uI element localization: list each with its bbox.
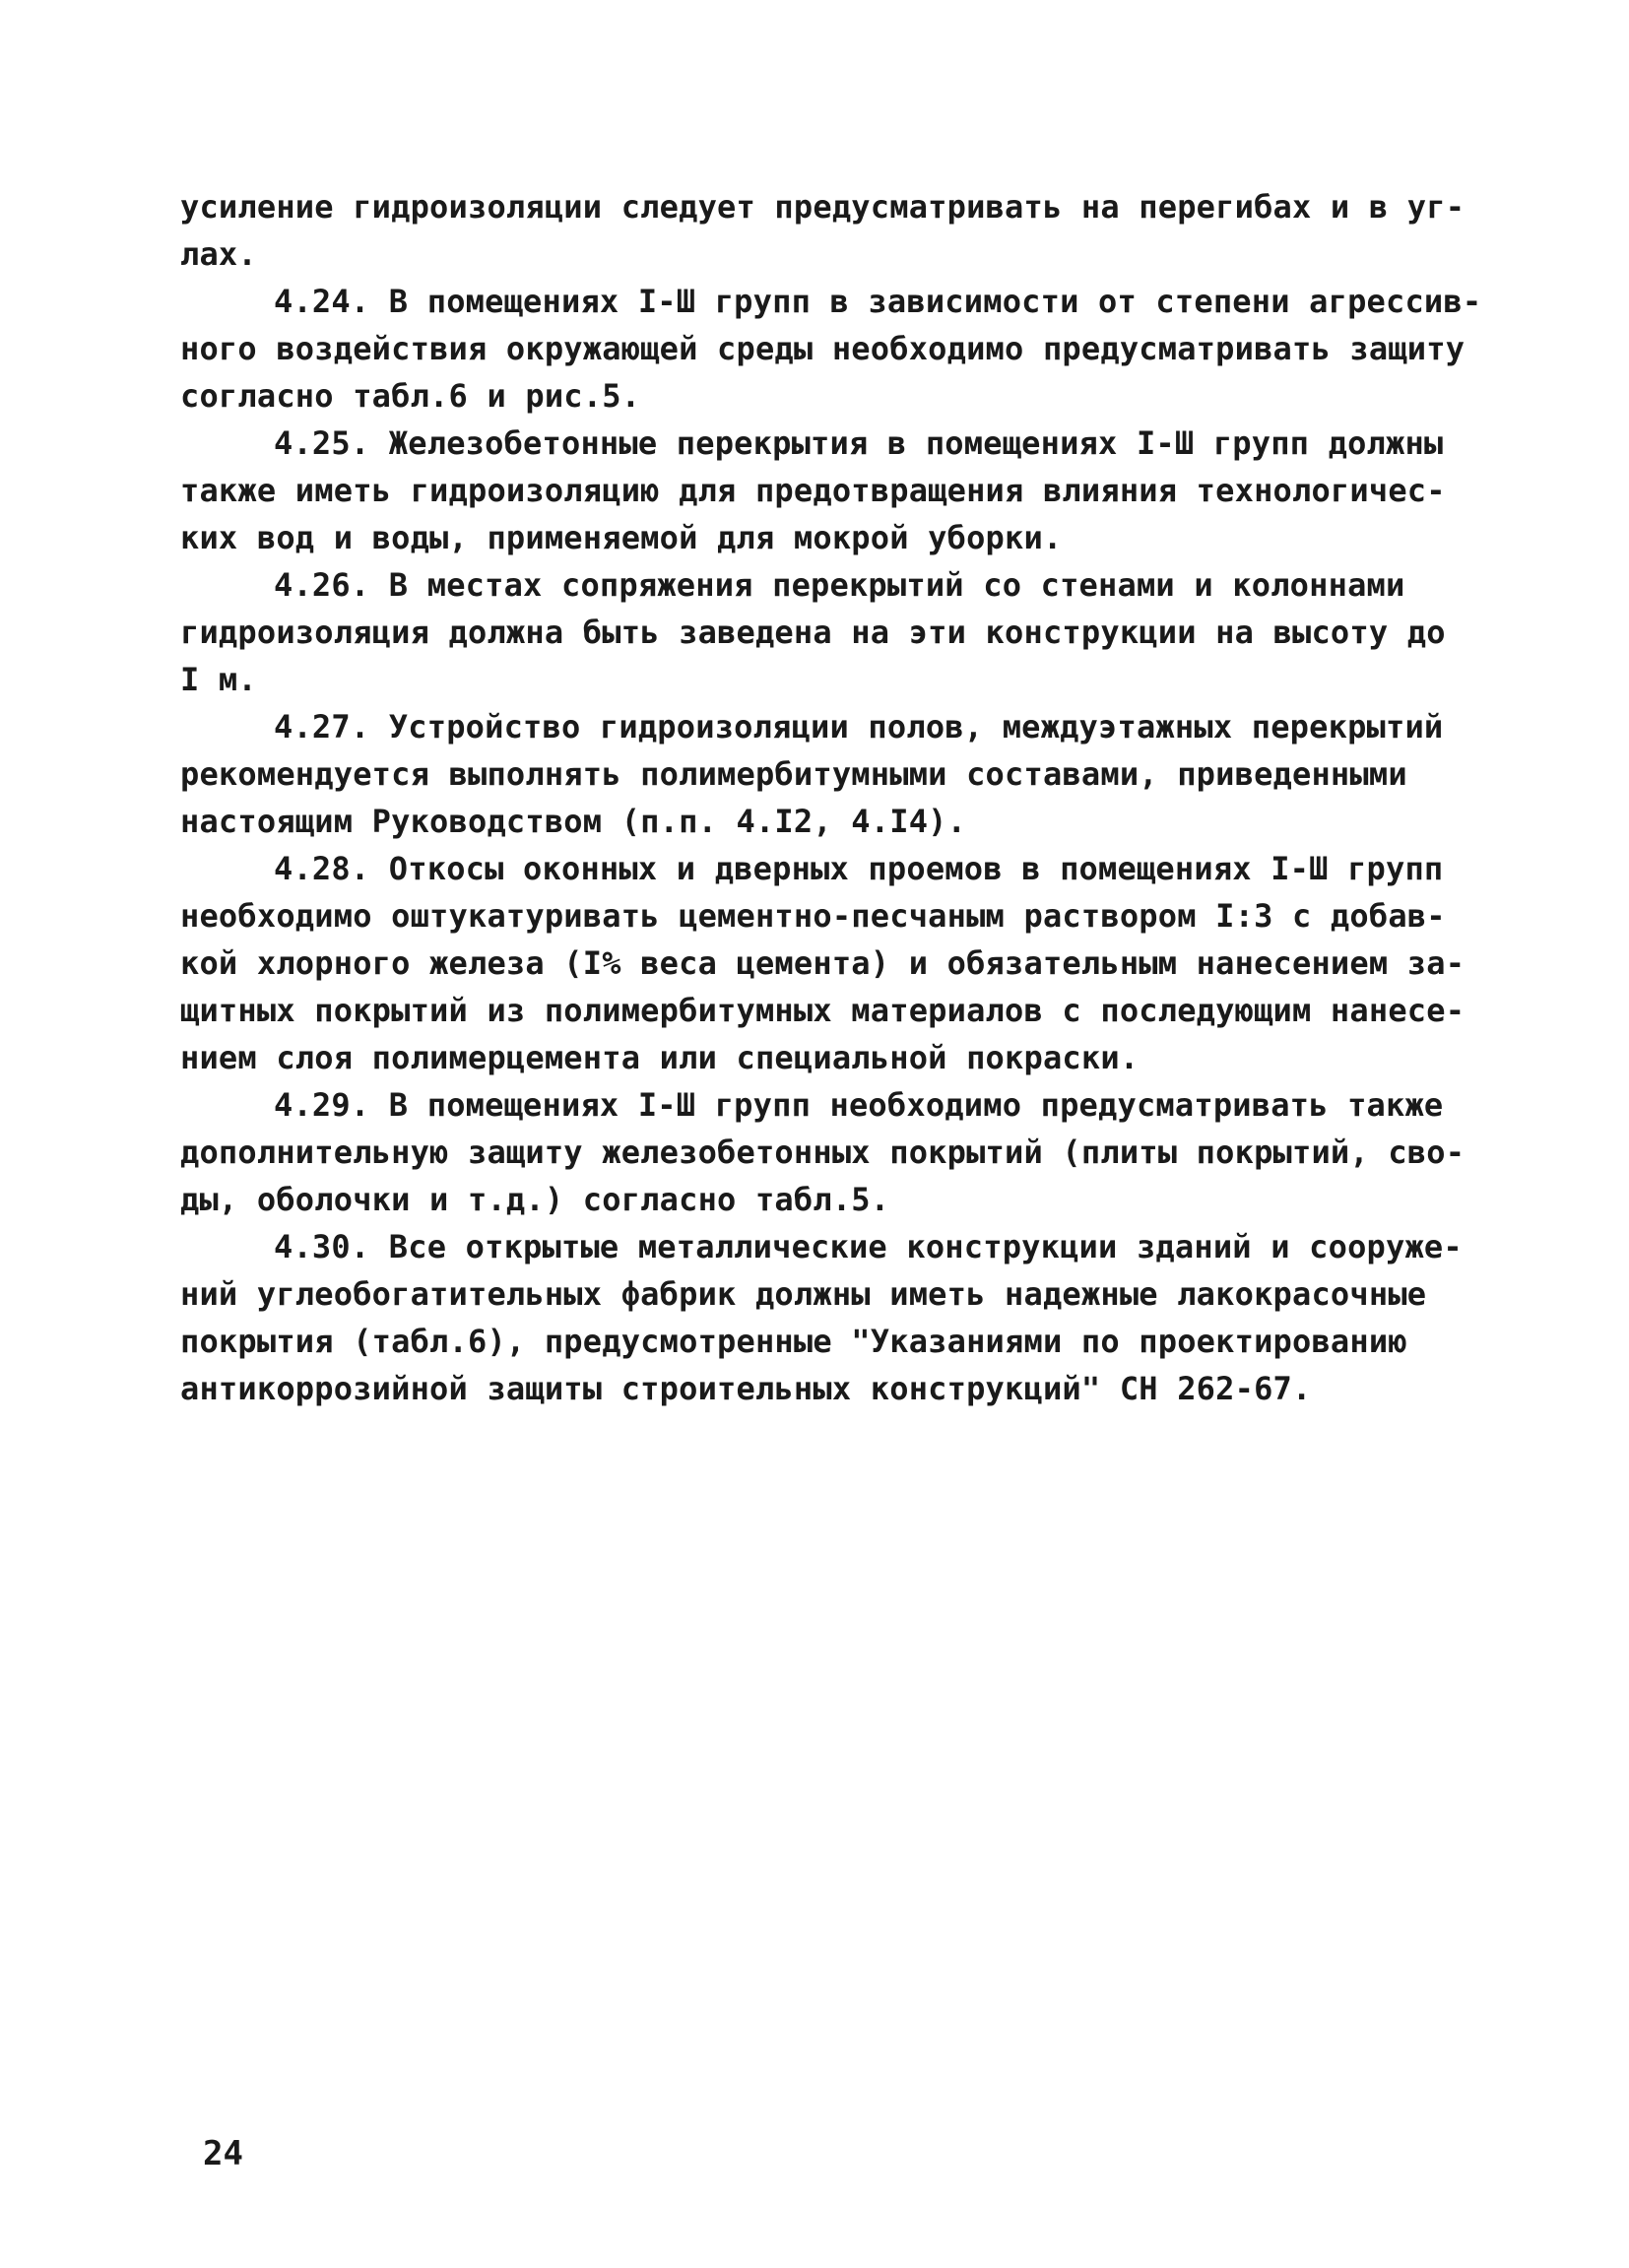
text-line: усиление гидроизоляции следует предусматривать на перегибах и в уг- [180, 188, 1466, 226]
paragraph-4-24-start: 4.24. В помещениях I-Ш групп в зависимости от степени агрессив- [274, 283, 1482, 320]
text-line: также иметь гидроизоляцию для предотвращения влияния технологичес- [180, 472, 1446, 509]
body-text [180, 183, 1482, 1412]
text-line: согласно табл.6 и рис.5. [180, 377, 641, 415]
text-line: нием слоя полимерцемента или специальной покраски. [180, 1039, 1140, 1076]
text-line: I м. [180, 661, 257, 698]
paragraph-4-26-start: 4.26. В местах сопряжения перекрытий со стенами и колоннами [274, 566, 1405, 604]
text-line: лах. [180, 235, 257, 273]
text-line: ды, оболочки и т.д.) согласно табл.5. [180, 1181, 890, 1218]
page-number: 24 [203, 2134, 243, 2173]
text-line: необходимо оштукатуривать цементно-песчаным раствором I:3 с добав- [180, 897, 1446, 935]
text-line: дополнительную защиту железобетонных покрытий (плиты покрытий, сво- [180, 1134, 1466, 1171]
text-line: ний углеобогатительных фабрик должны иметь надежные лакокрасочные [180, 1275, 1427, 1313]
paragraph-4-25-start: 4.25. Железобетонные перекрытия в помещениях I-Ш групп должны [274, 424, 1444, 462]
text-line: щитных покрытий из полимербитумных материалов с последующим нанесе- [180, 992, 1466, 1029]
text-line: настоящим Руководством (п.п. 4.I2, 4.I4). [180, 803, 967, 840]
text-line: гидроизоляция должна быть заведена на эти конструкции на высоту до [180, 614, 1446, 651]
paragraph-4-27-start: 4.27. Устройство гидроизоляции полов, междуэтажных перекрытий [274, 708, 1444, 745]
paragraph-4-29-start: 4.29. В помещениях I-Ш групп необходимо предусматривать также [274, 1086, 1444, 1124]
text-line: рекомендуется выполнять полимербитумными составами, приведенными [180, 755, 1407, 793]
paragraph-4-28-start: 4.28. Откосы оконных и дверных проемов в помещениях I-Ш групп [274, 850, 1444, 887]
text-line: кой хлорного железа (I% веса цемента) и обязательным нанесением за- [180, 944, 1466, 982]
text-line: ного воздействия окружающей среды необходимо предусматривать защиту [180, 330, 1466, 367]
text-line: антикоррозийной защиты строительных конструкций" СН 262-67. [180, 1370, 1312, 1407]
text-line: покрытия (табл.6), предусмотренные "Указаниями по проектированию [180, 1323, 1407, 1360]
text-line: ких вод и воды, применяемой для мокрой уборки. [180, 519, 1063, 556]
paragraph-4-30-start: 4.30. Все открытые металлические конструкции зданий и сооруже- [274, 1228, 1463, 1265]
